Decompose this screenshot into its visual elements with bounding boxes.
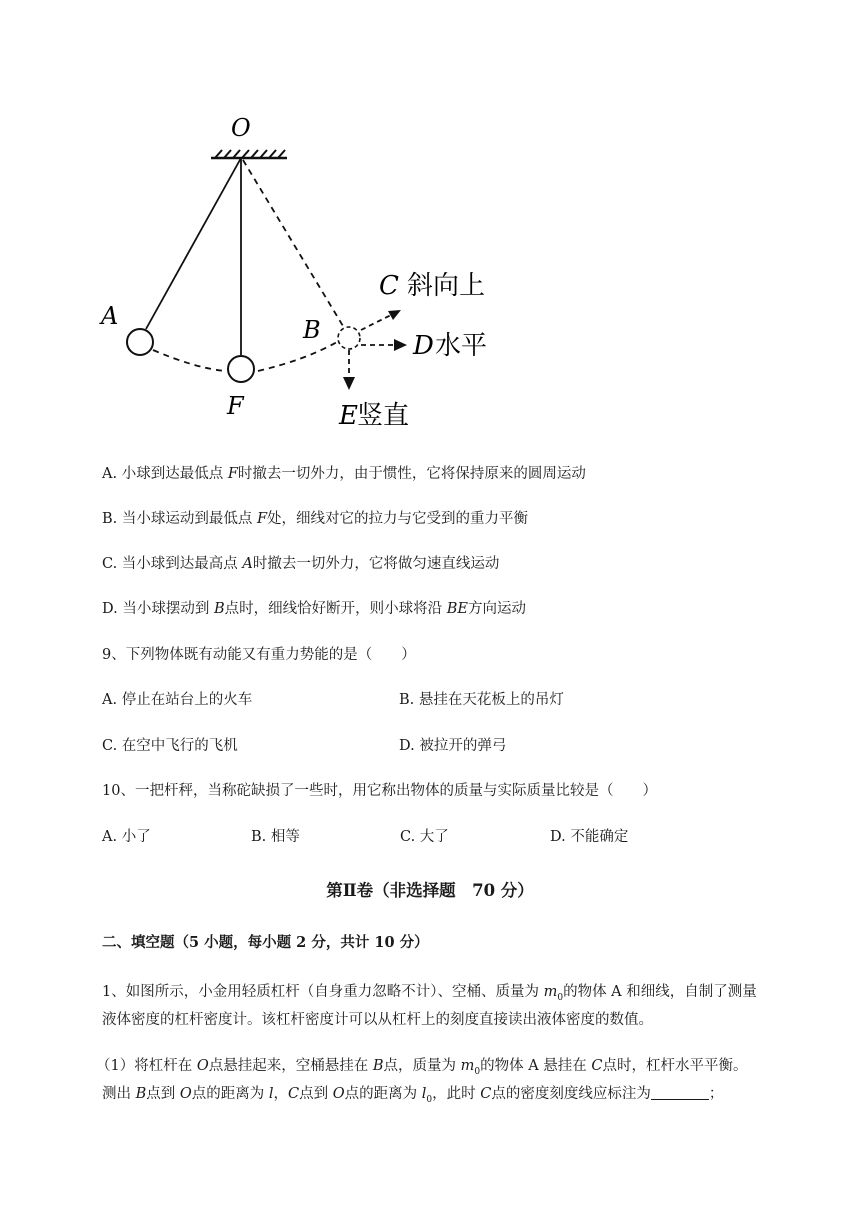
- ball-F: [228, 356, 254, 382]
- label-C-text: 斜向上: [407, 271, 486, 301]
- sub2-text-g: ，此时: [432, 1086, 481, 1102]
- sub1-sub-0: 0: [474, 1066, 481, 1077]
- sub2-text-c: 点的距离为: [191, 1086, 269, 1102]
- sub2-var-B: B: [135, 1086, 147, 1102]
- sub1-var-m: m: [460, 1058, 475, 1074]
- q10-option-c: C. 大了: [400, 829, 449, 845]
- q9-option-d: D. 被拉开的弹弓: [399, 738, 507, 754]
- sub1-var-B: B: [372, 1058, 384, 1074]
- label-F: F: [227, 392, 244, 420]
- q8-d-var: B: [213, 601, 225, 617]
- q9-option-b: B. 悬挂在天花板上的吊灯: [399, 692, 564, 708]
- q9-stem: 9、下列物体既有动能又有重力势能的是（ ）: [102, 647, 416, 663]
- sub1-text-c: 点，质量为: [383, 1058, 461, 1074]
- answer-blank[interactable]: [651, 1085, 709, 1100]
- q8-d-text-3: 方向运动: [467, 601, 526, 617]
- label-D: D: [413, 331, 434, 361]
- sub1-text-e: 点时，杠杆水平平衡。: [602, 1058, 748, 1074]
- label-E-text: 竖直: [357, 401, 410, 431]
- q10-option-d: D. 不能确定: [550, 829, 629, 845]
- sub1-text-a: （1）将杠杆在: [96, 1058, 197, 1074]
- section2-heading: 二、填空题（5 小题，每小题 2 分，共计 10 分）: [102, 934, 429, 951]
- arc-A-F: [153, 350, 225, 371]
- label-O: O: [231, 114, 251, 142]
- sub2-var-C2: C: [480, 1086, 492, 1102]
- label-E: E: [339, 401, 358, 431]
- q9-option-a: A. 停止在站台上的火车: [102, 692, 253, 708]
- q8-d-var2: BE: [446, 601, 468, 617]
- q8-b-text-1: B. 当小球运动到最低点: [102, 511, 257, 527]
- string-to-B: [243, 160, 343, 326]
- part2-heading: 第Ⅱ卷（非选择题 70 分）: [326, 881, 534, 900]
- arc-F-B: [258, 342, 337, 371]
- q8-c-text-2: 时撤去一切外力，它将做匀速直线运动: [252, 556, 500, 572]
- q8-d-text-1: D. 当小球摆动到: [102, 601, 214, 617]
- label-C: C: [379, 271, 399, 301]
- sub2-sub-0: 0: [426, 1094, 433, 1105]
- q10-stem: 10、一把杆秤，当称砣缺损了一些时，用它称出物体的质量与实际质量比较是（ ）: [102, 783, 657, 799]
- q9-option-c: C. 在空中飞行的飞机: [102, 738, 238, 754]
- sub2-text-d: ，: [273, 1086, 289, 1102]
- q8-b-text-2: 处，细线对它的拉力与它受到的重力平衡: [267, 511, 529, 527]
- sub1-text-d: 的物体 A 悬挂在: [480, 1058, 592, 1074]
- q8-option-a: [102, 464, 586, 484]
- ball-A: [127, 329, 153, 355]
- pendulum-figure: [95, 108, 515, 438]
- sub2-var-l: l: [268, 1086, 274, 1102]
- arrow-E-head: [343, 377, 355, 390]
- string-to-A: [146, 158, 241, 329]
- q8-b-var: F: [256, 511, 268, 527]
- pendulum-diagram: [95, 108, 515, 438]
- fill1-sub2-line: [102, 1084, 723, 1110]
- sub2-text-a: 测出: [102, 1086, 136, 1102]
- q10-option-b: B. 相等: [251, 829, 300, 845]
- sub2-var-O: O: [179, 1086, 192, 1102]
- sub2-var-O2: O: [332, 1086, 345, 1102]
- sub1-var-O: O: [196, 1058, 209, 1074]
- q8-option-c: [102, 554, 499, 574]
- label-B: B: [303, 316, 321, 344]
- label-D-text: 水平: [435, 331, 488, 361]
- q8-option-d: [102, 599, 526, 619]
- ball-B: [338, 327, 360, 349]
- q8-option-b: [102, 509, 528, 529]
- fill1-var-m: m: [543, 984, 558, 1000]
- fill1-line-2: 液体密度的杠杆密度计。该杠杆密度计可以从杠杆上的刻度直接读出液体密度的数值。: [102, 1012, 653, 1028]
- arrow-D-head: [394, 339, 407, 351]
- q8-d-text-2: 点时，细线恰好断开，则小球将沿: [224, 601, 447, 617]
- sub2-text-b: 点到: [146, 1086, 180, 1102]
- arrow-C-head: [388, 310, 401, 320]
- fill1-sub1-line: [96, 1056, 748, 1082]
- q8-a-text-2: 时撤去一切外力，由于惯性，它将保持原来的圆周运动: [237, 466, 586, 482]
- q8-c-text-1: C. 当小球到达最高点: [102, 556, 243, 572]
- sub1-text-b: 点悬挂起来，空桶悬挂在: [208, 1058, 373, 1074]
- sub2-text-h: 点的密度刻度线应标注为: [491, 1086, 651, 1102]
- q8-a-text-1: A. 小球到达最低点: [102, 466, 228, 482]
- fill1-text-1: 1、如图所示，小金用轻质杠杆（自身重力忽略不计）、空桶、质量为: [102, 984, 544, 1000]
- q8-a-var: F: [227, 466, 238, 482]
- sub1-var-C: C: [591, 1058, 603, 1074]
- q8-c-var: A: [242, 556, 253, 572]
- label-A: A: [101, 302, 119, 330]
- sub2-var-l0: l: [421, 1086, 427, 1102]
- q10-option-a: A. 小了: [102, 829, 151, 845]
- sub2-var-C: C: [288, 1086, 300, 1102]
- sub2-text-end: ；: [708, 1086, 724, 1102]
- sub2-text-e: 点到: [299, 1086, 333, 1102]
- arrow-C-line: [361, 315, 391, 330]
- fill1-sub-0: 0: [557, 992, 564, 1003]
- sub2-text-f: 点的距离为: [344, 1086, 422, 1102]
- fill1-line-1: [102, 982, 757, 1008]
- fill1-text-2: 的物体 A 和细线，自制了测量: [563, 984, 757, 1000]
